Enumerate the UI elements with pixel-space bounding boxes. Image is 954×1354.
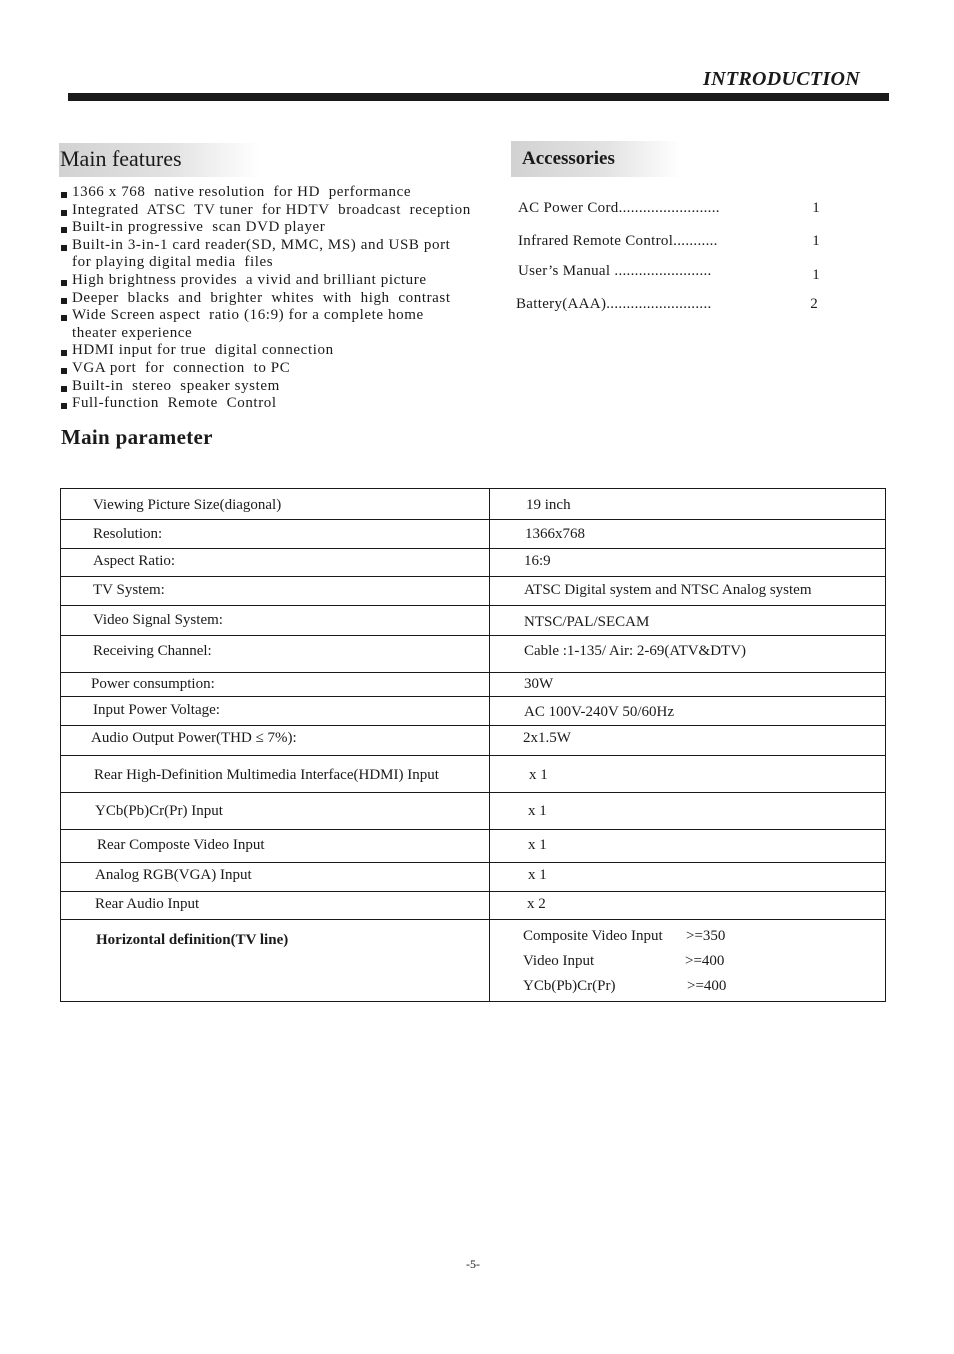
table-row <box>61 606 885 636</box>
hd-item-name: Composite Video Input <box>523 928 663 944</box>
accessory-qty: 2 <box>810 296 818 312</box>
table-row <box>61 549 885 577</box>
hd-item-value: >=350 <box>686 928 726 944</box>
param-value: NTSC/PAL/SECAM <box>524 614 650 630</box>
param-label: Rear Audio Input <box>95 896 200 912</box>
feature-item: Wide Screen aspect ratio (16:9) for a complete home theater experience <box>60 307 500 342</box>
accessory-name: User’s Manual ........................ <box>518 263 712 279</box>
table-row <box>61 673 885 697</box>
hd-item-value: >=400 <box>687 978 727 994</box>
param-label: Receiving Channel: <box>93 643 212 659</box>
table-row <box>61 577 885 606</box>
param-value: 16:9 <box>524 553 551 569</box>
feature-item: Deeper blacks and brighter whites with high contrast <box>60 290 500 308</box>
param-value: Cable :1-135/ Air: 2-69(ATV&DTV) <box>524 643 747 659</box>
section-title: INTRODUCTION <box>703 68 860 90</box>
bullet-icon <box>61 315 67 321</box>
bullet-icon <box>61 210 67 216</box>
param-value: x 1 <box>528 837 547 853</box>
table-row <box>61 489 885 520</box>
table-row <box>61 636 885 673</box>
param-value: AC 100V-240V 50/60Hz <box>524 704 675 720</box>
table-row <box>61 830 885 863</box>
accessory-row <box>516 296 816 316</box>
param-value: ATSC Digital system and NTSC Analog system <box>524 582 812 598</box>
feature-item: Built-in 3-in-1 card reader(SD, MMC, MS) and USB port for playing digital media files <box>60 237 500 272</box>
accessories-title: Accessories <box>522 148 615 169</box>
page-number: -5- <box>466 1257 480 1271</box>
param-value: 1366x768 <box>525 526 585 542</box>
hd-item-value: >=400 <box>685 953 725 969</box>
param-label: YCb(Pb)Cr(Pr) Input <box>95 803 223 819</box>
bullet-icon <box>61 227 67 233</box>
feature-item: Built-in stereo speaker system <box>60 378 500 396</box>
parameters-title: Main parameter <box>61 425 213 449</box>
param-value: 30W <box>524 676 554 692</box>
header-rule <box>68 93 889 101</box>
accessory-row <box>518 233 818 253</box>
param-label: Power consumption: <box>91 676 215 692</box>
feature-item: Integrated ATSC TV tuner for HDTV broadcast reception <box>60 202 500 220</box>
param-label: Video Signal System: <box>93 612 223 628</box>
feature-item: HDMI input for true digital connection <box>60 342 500 360</box>
bullet-icon <box>61 245 67 251</box>
param-value: x 1 <box>528 803 547 819</box>
feature-item: VGA port for connection to PC <box>60 360 500 378</box>
features-list <box>60 184 500 413</box>
accessory-qty: 1 <box>812 200 820 216</box>
parameters-table <box>60 488 886 1002</box>
bullet-icon <box>61 280 67 286</box>
param-label: Input Power Voltage: <box>93 702 220 718</box>
table-row <box>61 697 885 726</box>
bullet-icon <box>61 192 67 198</box>
table-row <box>61 756 885 793</box>
param-value: x 1 <box>529 767 548 783</box>
table-row <box>61 793 885 830</box>
param-label: Rear High-Definition Multimedia Interface(HDMI) Input <box>94 767 439 783</box>
param-value: x 2 <box>527 896 546 912</box>
accessory-qty: 1 <box>812 267 820 283</box>
bullet-icon <box>61 368 67 374</box>
bullet-icon <box>61 386 67 392</box>
param-label: Aspect Ratio: <box>93 553 176 569</box>
param-label: Audio Output Power(THD ≤ 7%): <box>91 730 297 746</box>
param-label: Rear Composte Video Input <box>97 837 265 853</box>
accessory-row <box>518 200 818 220</box>
param-label: TV System: <box>93 582 165 598</box>
feature-item: Built-in progressive scan DVD player <box>60 219 500 237</box>
feature-item: High brightness provides a vivid and brilliant picture <box>60 272 500 290</box>
accessory-row <box>518 263 818 283</box>
bullet-icon <box>61 403 67 409</box>
table-row <box>61 520 885 549</box>
accessory-qty: 1 <box>812 233 820 249</box>
accessory-name: AC Power Cord......................... <box>518 200 720 216</box>
feature-item: 1366 x 768 native resolution for HD performance <box>60 184 500 202</box>
table-row <box>61 920 885 1001</box>
param-value: 19 inch <box>526 497 571 513</box>
accessory-name: Battery(AAA).......................... <box>516 296 712 312</box>
table-row <box>61 863 885 892</box>
table-row <box>61 892 885 920</box>
hd-item-name: Video Input <box>523 953 595 969</box>
param-value: x 1 <box>528 867 547 883</box>
hd-item-name: YCb(Pb)Cr(Pr) <box>523 978 616 994</box>
feature-item: Full-function Remote Control <box>60 395 500 413</box>
param-label: Viewing Picture Size(diagonal) <box>93 497 282 513</box>
param-label: Horizontal definition(TV line) <box>96 932 289 948</box>
param-value: 2x1.5W <box>523 730 571 746</box>
bullet-icon <box>61 350 67 356</box>
param-label: Analog RGB(VGA) Input <box>95 867 252 883</box>
features-title: Main features <box>60 146 182 171</box>
param-label: Resolution: <box>93 526 163 542</box>
bullet-icon <box>61 298 67 304</box>
table-row <box>61 726 885 756</box>
accessory-name: Infrared Remote Control........... <box>518 233 718 249</box>
